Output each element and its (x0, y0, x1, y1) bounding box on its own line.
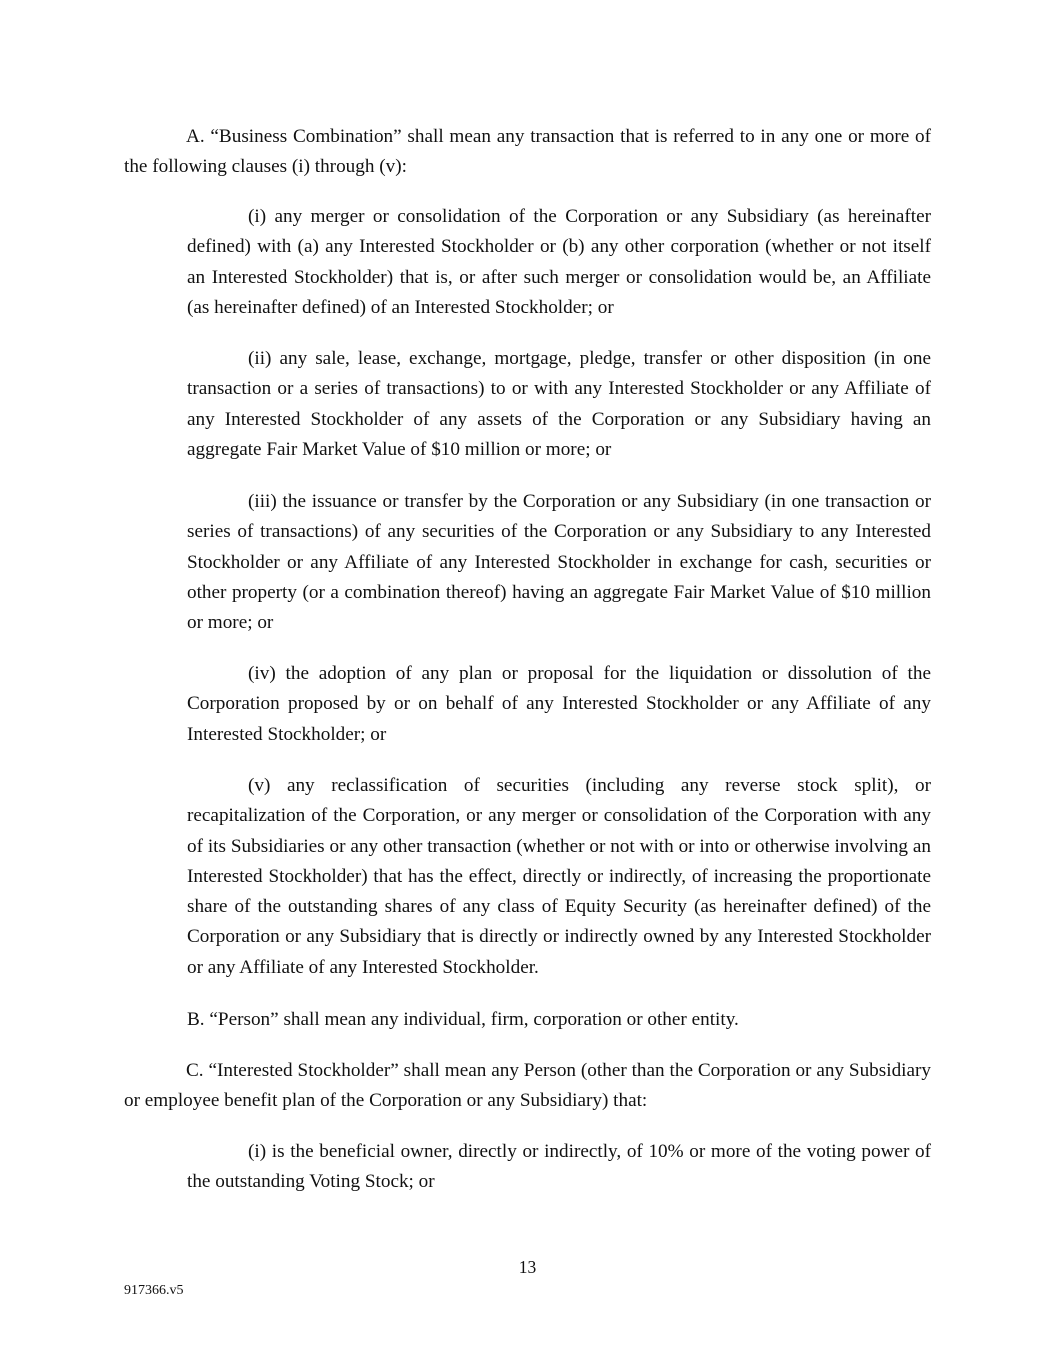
paragraph-c-interested-stockholder: C. “Interested Stockholder” shall mean any Person (other than the Corporation or any Subsidiary or employee benefit plan of the Corporation or any Subsidiary) that: (124, 1060, 931, 1112)
clause-a-iv-liquidation: (iv) the adoption of any plan or proposal for the liquidation or dissolution of the Corporation proposed by or on behalf of any Interested Stockholder or any Affiliate of any Interested Stockholder; or (187, 663, 931, 745)
clause-a-iii-issuance: (iii) the issuance or transfer by the Corporation or any Subsidiary (in one transaction or series of transactions) of any securities of the Corporation or any Subsidiary to any Interested Stockholder or any Affiliate of any Interested Stockholder in exchange for cash, securities or other property (or a combination thereof) having an aggregate Fair Market Value of $10 million or more; or (187, 491, 931, 634)
clause-a-ii-sale: (ii) any sale, lease, exchange, mortgage, pledge, transfer or other disposition (in one transaction or a series of transactions) to or with any Interested Stockholder or any Affiliate of any Interested Stockholder of any assets of the Corporation or any Subsidiary having an aggregate Fair Market Value of $10 million or more; or (187, 348, 931, 460)
paragraph-a-business-combination: A. “Business Combination” shall mean any transaction that is referred to in any one or more of the following clauses (i) through (v): (124, 126, 931, 178)
clause-a-i-merger: (i) any merger or consolidation of the Corporation or any Subsidiary (as hereinafter defined) with (a) any Interested Stockholder or (b) any other corporation (whether or not itself an Interested Stockholder) that is, or after such merger or consolidation would be, an Affiliate (as hereinafter defined) of an Interested Stockholder; or (187, 206, 931, 318)
clause-c-i-beneficial-owner: (i) is the beneficial owner, directly or indirectly, of 10% or more of the voting power of the outstanding Voting Stock; or (187, 1141, 931, 1193)
clause-a-v-reclassification: (v) any reclassification of securities (including any reverse stock split), or recapitalization of the Corporation, or any merger or consolidation of the Corporation with any of its Subsidiaries or any other transaction (whether or not with or into or otherwise involving an Interested Stockholder) that has the effect, directly or indirectly, of increasing the proportionate share of the outstanding shares of any class of Equity Security (as hereinafter defined) of the Corporation or any Subsidiary that is directly or indirectly owned by any Interested Stockholder or any Affiliate of any Interested Stockholder. (187, 775, 931, 978)
paragraph-b-person: B. “Person” shall mean any individual, firm, corporation or other entity. (187, 1009, 739, 1030)
document-id: 917366.v5 (124, 1283, 184, 1298)
page-number: 13 (518, 1257, 537, 1277)
